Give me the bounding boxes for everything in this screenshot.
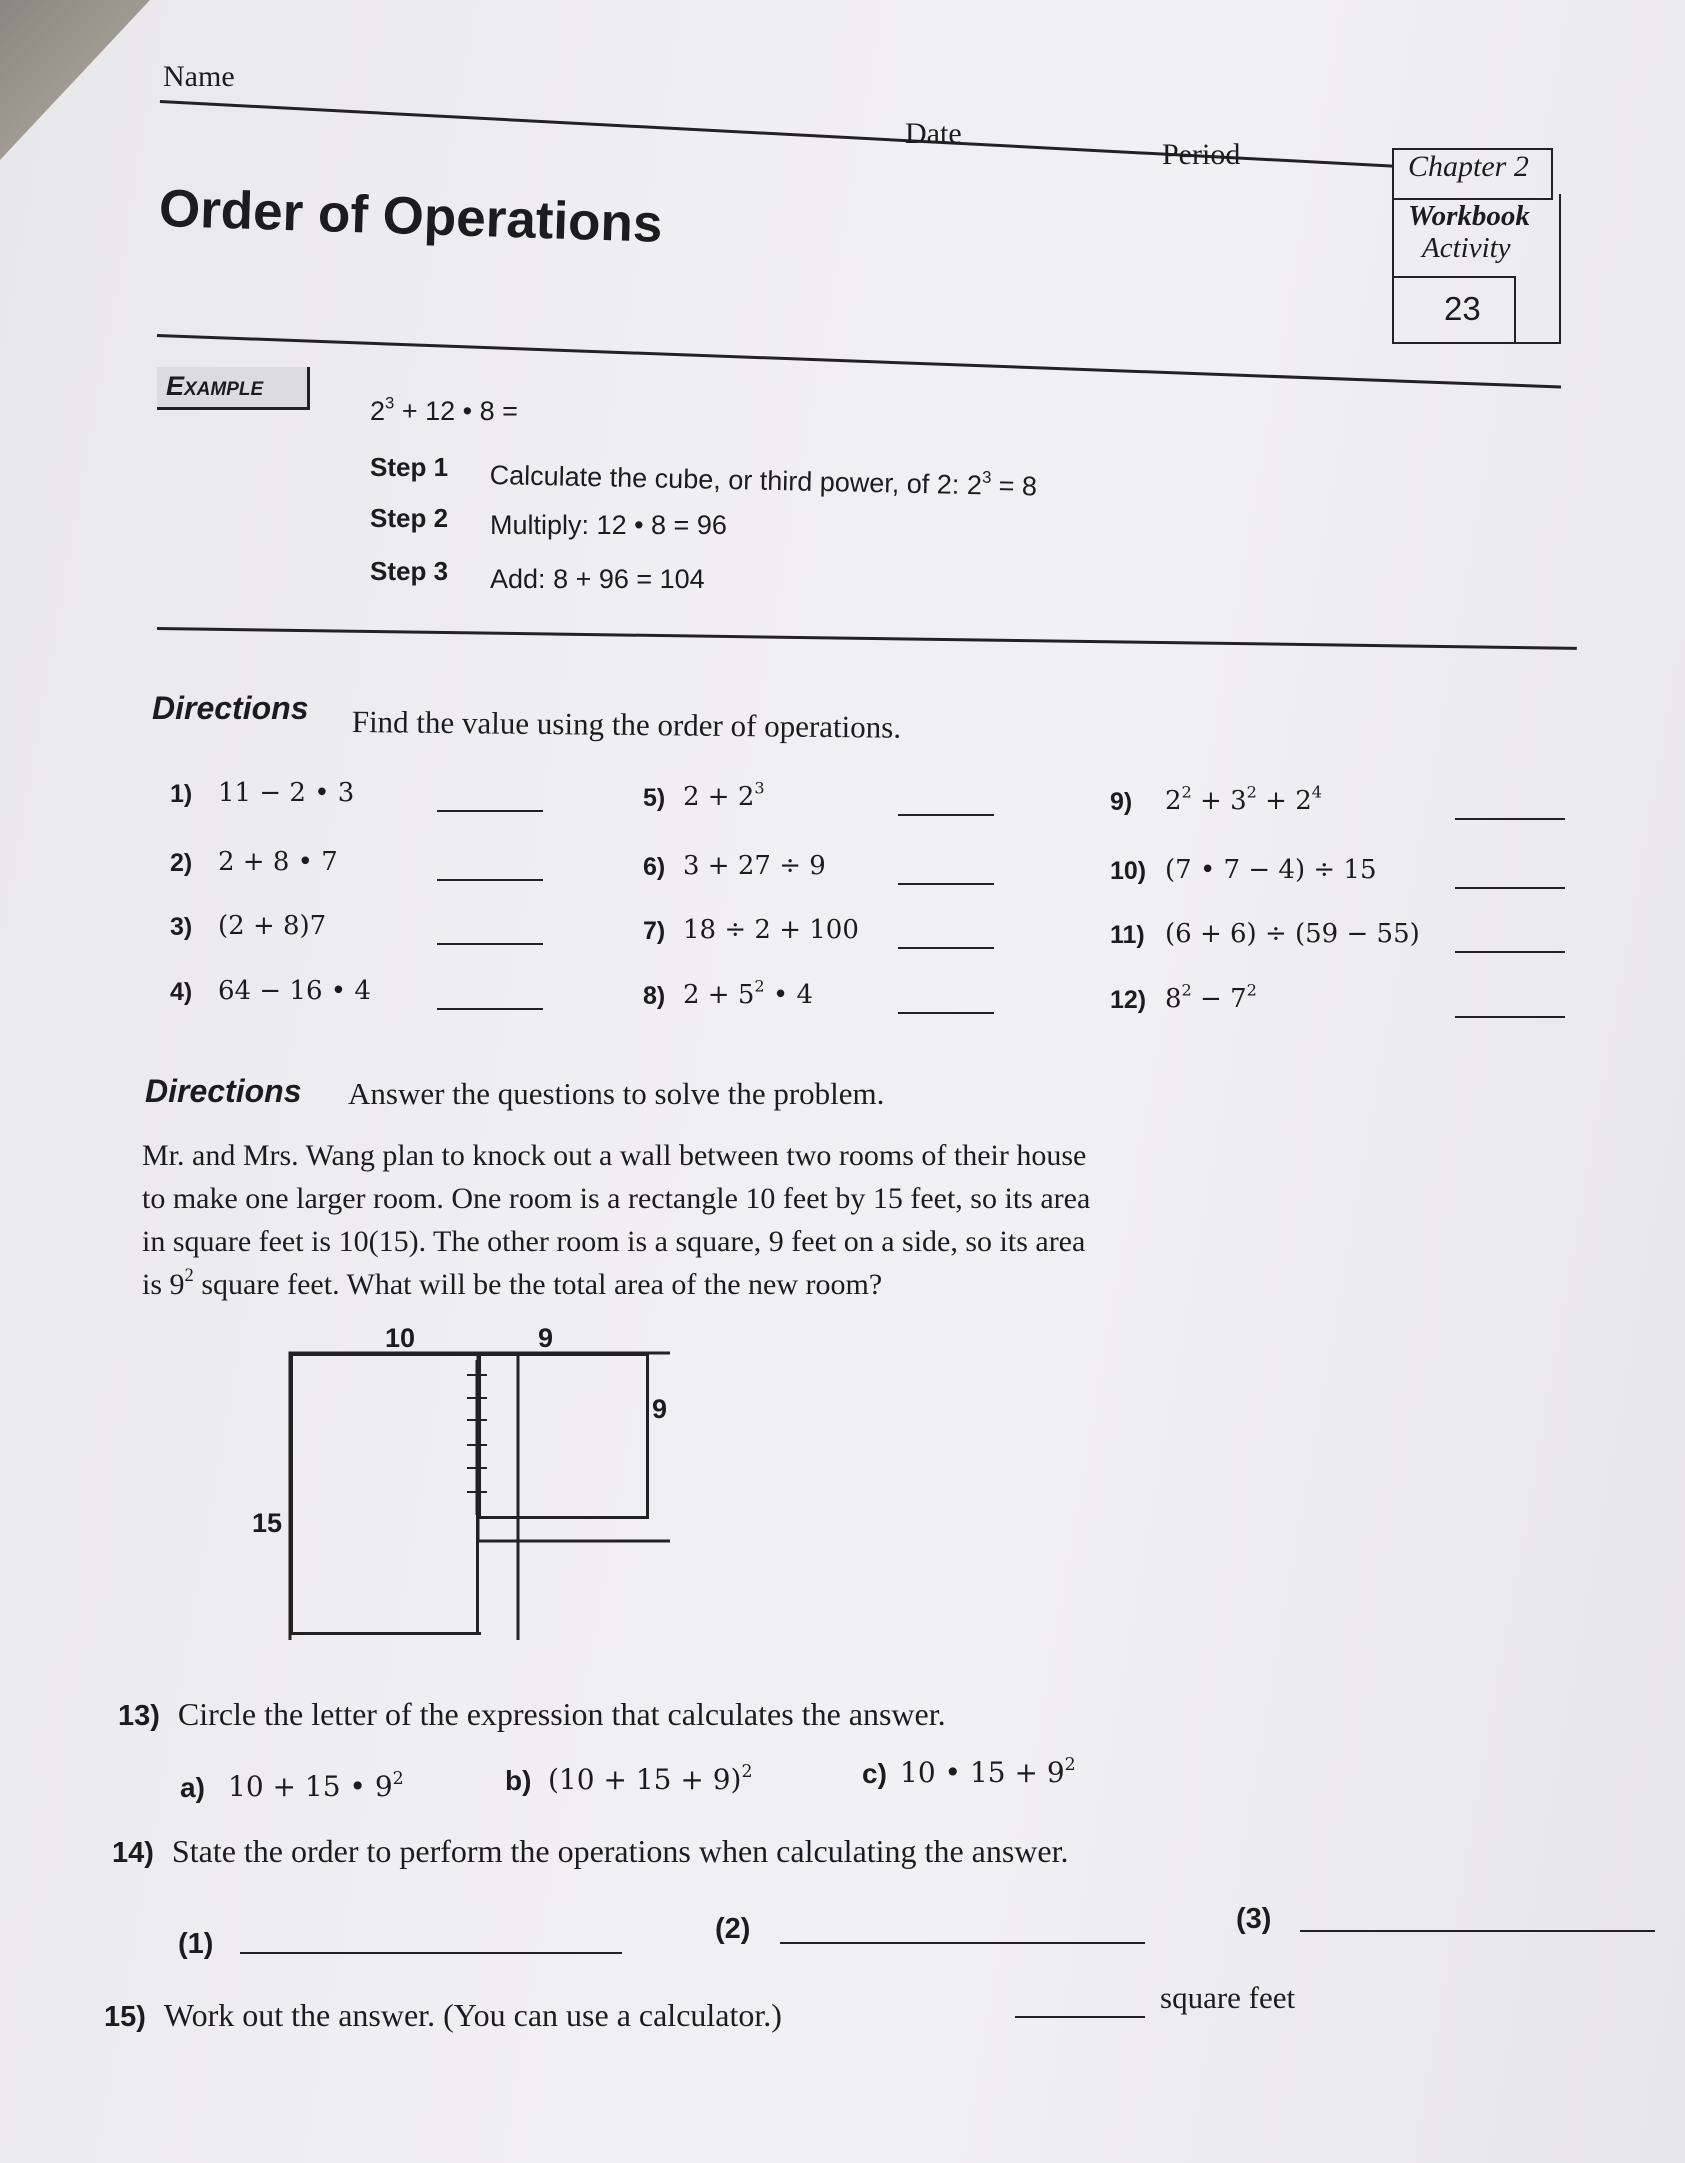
- problem-number: 5): [643, 784, 666, 812]
- q14-slot-2-label: (2): [715, 1913, 751, 1945]
- problem-expression: 2 + 8 • 7: [218, 847, 338, 877]
- problem-expression: (7 • 7 − 4) ÷ 15: [1165, 855, 1377, 885]
- q13-option-expression: 10 + 15 • $9^2$: [228, 1768, 404, 1803]
- answer-blank[interactable]: [898, 943, 994, 949]
- directions2-label: Directions: [145, 1073, 302, 1109]
- problem-expression: $2 + 2^3$: [683, 778, 765, 812]
- q13-option-letter[interactable]: a): [180, 1772, 205, 1803]
- step2-text: Multiply: 12 • 8 = 96: [490, 510, 727, 540]
- directions1-label: Directions: [152, 690, 309, 726]
- q14-text: State the order to perform the operations when calculating the answer.: [171, 1833, 1069, 1869]
- q13-option-letter[interactable]: b): [505, 1765, 532, 1796]
- problem-expression: $2^2 + 3^2 + 2^4$: [1165, 782, 1323, 816]
- problem-number: 10): [1110, 857, 1147, 885]
- q14: 14) State the order to perform the operations when calculating the answer.: [112, 1833, 1069, 1869]
- paragraph-line: Mr. and Mrs. Wang plan to knock out a wall between two rooms of their house: [142, 1139, 1087, 1172]
- q13-option-letter[interactable]: c): [862, 1758, 887, 1789]
- problem-number: 8): [643, 982, 666, 1010]
- problem-expression: $8^2 - 7^2$: [1165, 980, 1257, 1014]
- problem-expression: 3 + 27 ÷ 9: [683, 851, 826, 881]
- paragraph-line: is $9^2$ square feet. What will be the total area of the new room?: [142, 1264, 883, 1301]
- problem-number: 4): [170, 978, 193, 1006]
- answer-blank[interactable]: [437, 939, 543, 945]
- problem-number: 7): [643, 917, 666, 945]
- answer-blank[interactable]: [437, 875, 543, 881]
- answer-blank[interactable]: [1455, 883, 1565, 889]
- problem-number: 11): [1110, 921, 1145, 949]
- name-label: Name: [163, 60, 235, 93]
- q15-answer-blank[interactable]: [1015, 2012, 1145, 2018]
- paragraph-line: in square feet is 10(15). The other room is a square, 9 feet on a side, so its area: [142, 1225, 1086, 1258]
- answer-blank[interactable]: [898, 810, 994, 816]
- problem-expression: (2 + 8)7: [218, 911, 327, 941]
- step1-label: Step 1: [370, 452, 449, 482]
- header-divider: [157, 334, 1561, 388]
- problem-number: 12): [1110, 986, 1147, 1014]
- example-label: Example: [166, 371, 264, 401]
- period-label: Period: [1162, 138, 1241, 171]
- problem-expression: 11 − 2 • 3: [218, 778, 355, 808]
- answer-blank[interactable]: [437, 1004, 543, 1010]
- q14-slot-1-blank[interactable]: [240, 1948, 622, 1954]
- answer-blank[interactable]: [898, 879, 994, 885]
- problem-number: 9): [1110, 788, 1133, 816]
- step1-text: Calculate the cube, or third power, of 2: $2^3 = 8$: [489, 460, 1038, 502]
- paper-corner-background: [0, 0, 150, 160]
- q15-unit: square feet: [1160, 1980, 1296, 2015]
- rect-room-outline: [290, 1353, 481, 1635]
- paragraph-line: to make one larger room. One room is a rectangle 10 feet by 15 feet, so its area: [142, 1182, 1091, 1215]
- problem-expression: (6 + 6) ÷ (59 − 55): [1165, 919, 1420, 949]
- problem-number: 3): [170, 913, 193, 941]
- q14-slot-2-blank[interactable]: [780, 1938, 1145, 1944]
- q14-slot-3-label: (3): [1236, 1903, 1272, 1935]
- problem-paragraph: [142, 1134, 1090, 1306]
- answer-blank[interactable]: [437, 806, 543, 812]
- chapter-label: Chapter 2: [1408, 150, 1529, 183]
- activity-line1: Workbook: [1408, 200, 1530, 232]
- q15: 15) Work out the answer. (You can use a calculator.): [104, 1997, 782, 2033]
- q14-slot-1-label: (1): [178, 1928, 214, 1960]
- problem-expression: 18 ÷ 2 + 100: [683, 915, 859, 945]
- q13-option-expression: $(10 + 15 + 9)^2$: [548, 1761, 753, 1796]
- q13: 13) Circle the letter of the expression that calculates the answer.: [118, 1696, 946, 1732]
- square-room-outline: [478, 1353, 649, 1519]
- q13-text: Circle the letter of the expression that calculates the answer.: [177, 1696, 946, 1732]
- diagram-label-9-side: 9: [652, 1394, 668, 1424]
- rect-room-right-edge: [476, 1513, 479, 1632]
- diagram-label-9-top: 9: [538, 1323, 554, 1353]
- problem-expression: 64 − 16 • 4: [218, 976, 371, 1006]
- problem-number: 1): [170, 780, 193, 808]
- activity-number: 23: [1444, 290, 1481, 327]
- q13-option-expression: 10 • $15 + 9^2$: [900, 1754, 1076, 1789]
- answer-blank[interactable]: [1455, 1012, 1565, 1018]
- q15-text: Work out the answer. (You can use a calculator.): [163, 1997, 782, 2033]
- diagram-label-15: 15: [252, 1508, 283, 1538]
- activity-line2: Activity: [1422, 232, 1511, 264]
- step2-label: Step 2: [370, 503, 449, 533]
- answer-blank[interactable]: [1455, 814, 1565, 820]
- problem-expression: $2 + 5^2$ • 4: [683, 976, 814, 1010]
- answer-blank[interactable]: [1455, 947, 1565, 953]
- example-expression: $2^3 + 12$ • 8 =: [370, 393, 518, 426]
- problem-number: 2): [170, 849, 193, 877]
- directions1-text: Find the value using the order of operations.: [351, 704, 902, 745]
- problem-number: 6): [643, 853, 666, 881]
- example-divider: [157, 627, 1577, 650]
- step3-text: Add: 8 + 96 = 104: [490, 564, 705, 594]
- date-label: Date: [905, 117, 962, 150]
- page-title: Order of Operations: [158, 178, 664, 254]
- step3-label: Step 3: [370, 556, 449, 586]
- diagram-label-10: 10: [385, 1323, 416, 1353]
- answer-blank[interactable]: [898, 1008, 994, 1014]
- directions2-text: Answer the questions to solve the problem.: [348, 1076, 885, 1111]
- q14-slot-3-blank[interactable]: [1300, 1926, 1655, 1932]
